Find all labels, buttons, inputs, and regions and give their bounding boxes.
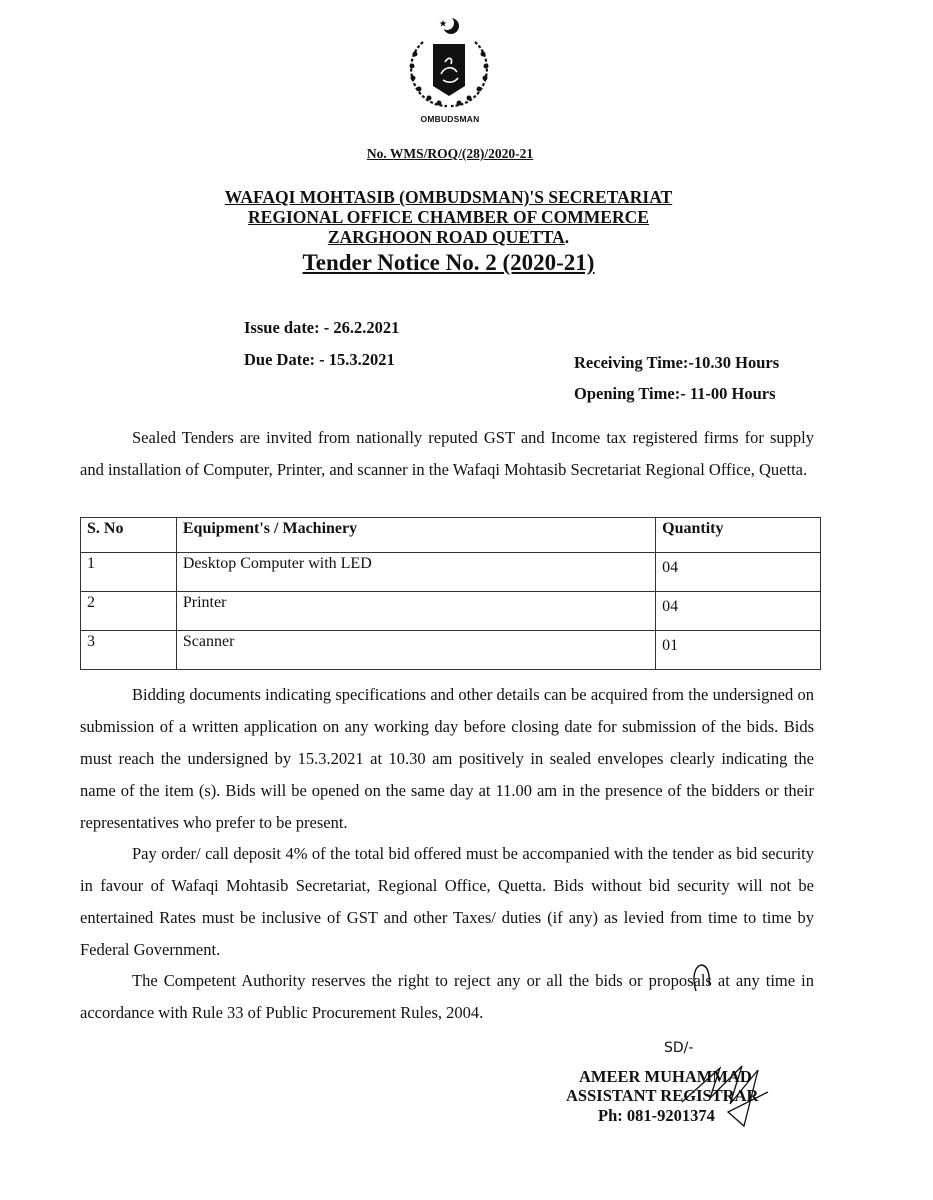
signed-mark: SD/- xyxy=(664,1040,694,1056)
table-row xyxy=(81,592,821,631)
issue-date xyxy=(244,318,399,338)
equipment-table xyxy=(80,517,821,670)
bidding-text: Bidding documents indicating specifications and other details can be acquired from the undersigned on submission of a written application on any working day before closing date for submission of the bids. Bids must reach the undersigned by 15.3.2021 at 10.30 am positively in sealed envelopes clearly indicating the name of the item (s). Bids will be opened on the same day at 11.00 am in the presence of the bidders or their representatives who prefer to be present. xyxy=(80,685,814,832)
bidding-paragraph xyxy=(80,679,814,839)
cell-sno: 1 xyxy=(81,553,177,592)
cell-quantity: 04 xyxy=(656,553,821,592)
column-header-quantity: Quantity xyxy=(656,518,821,553)
cell-sno: 3 xyxy=(81,631,177,670)
header-line-2: REGIONAL OFFICE CHAMBER OF COMMERCE xyxy=(248,207,649,227)
column-header-equipment: Equipment's / Machinery xyxy=(176,518,655,553)
issue-date-label: Issue date: - xyxy=(244,318,334,337)
security-text: Pay order/ call deposit 4% of the total bid offered must be accompanied with the tender as bid security in favour of Wafaqi Mohtasib Secretariat, Regional Office, Quetta. Bids without bid security will not be entertained Rates must be inclusive of GST and other Taxes/ duties (if any) as levied from time to time by Federal Government. xyxy=(80,844,814,959)
cell-equipment: Scanner xyxy=(176,631,655,670)
opening-time: Opening Time:- 11-00 Hours xyxy=(574,384,776,403)
cell-equipment: Desktop Computer with LED xyxy=(176,553,655,592)
cell-equipment: Printer xyxy=(176,592,655,631)
due-date xyxy=(244,350,395,370)
due-date-label: Due Date: - xyxy=(244,350,329,369)
cell-quantity: 04 xyxy=(656,592,821,631)
security-paragraph xyxy=(80,838,814,966)
cell-quantity: 01 xyxy=(656,631,821,670)
table-header-row xyxy=(81,518,821,553)
header-line-1: WAFAQI MOHTASIB (OMBUDSMAN)'S SECRETARIAT xyxy=(224,187,673,207)
reference-number: No. WMS/ROQ/(28)/2020-21 xyxy=(366,146,534,161)
due-date-value: 15.3.2021 xyxy=(328,350,395,369)
receiving-time: Receiving Time:-10.30 Hours xyxy=(574,353,780,372)
emblem-label: OMBUDSMAN xyxy=(420,114,480,124)
intro-text: Sealed Tenders are invited from nationally reputed GST and Income tax registered firms for supply and installation of Computer, Printer, and scanner in the Wafaqi Mohtasib Secretariat Regional Office, Quetta. xyxy=(80,428,814,479)
signature-scribble-icon xyxy=(680,1062,790,1132)
header-line-3-suffix: . xyxy=(564,227,570,247)
table-row xyxy=(81,553,821,592)
rights-text: The Competent Authority reserves the right to reject any or all the bids or proposals at any time in accordance with Rule 33 of Public Procurement Rules, 2004. xyxy=(80,971,814,1022)
cell-sno: 2 xyxy=(81,592,177,631)
page-title: Tender Notice No. 2 (2020-21) xyxy=(302,250,595,275)
header-line-3-text: ZARGHOON ROAD QUETTA xyxy=(327,227,565,247)
column-header-sno: S. No xyxy=(81,518,177,553)
signatory-phone: Ph: 081-9201374 xyxy=(598,1106,715,1125)
signatory-name: AMEER MUHAMMAD xyxy=(579,1067,752,1086)
header-line-3 xyxy=(0,227,897,247)
signatory-designation: ASSISTANT REGISTRAR xyxy=(566,1086,759,1105)
ombudsman-emblem-icon xyxy=(403,14,495,110)
intro-paragraph xyxy=(80,422,814,486)
table-row xyxy=(81,631,821,670)
handwritten-circle-mark-icon xyxy=(690,963,714,993)
issue-date-value: 26.2.2021 xyxy=(333,318,400,337)
